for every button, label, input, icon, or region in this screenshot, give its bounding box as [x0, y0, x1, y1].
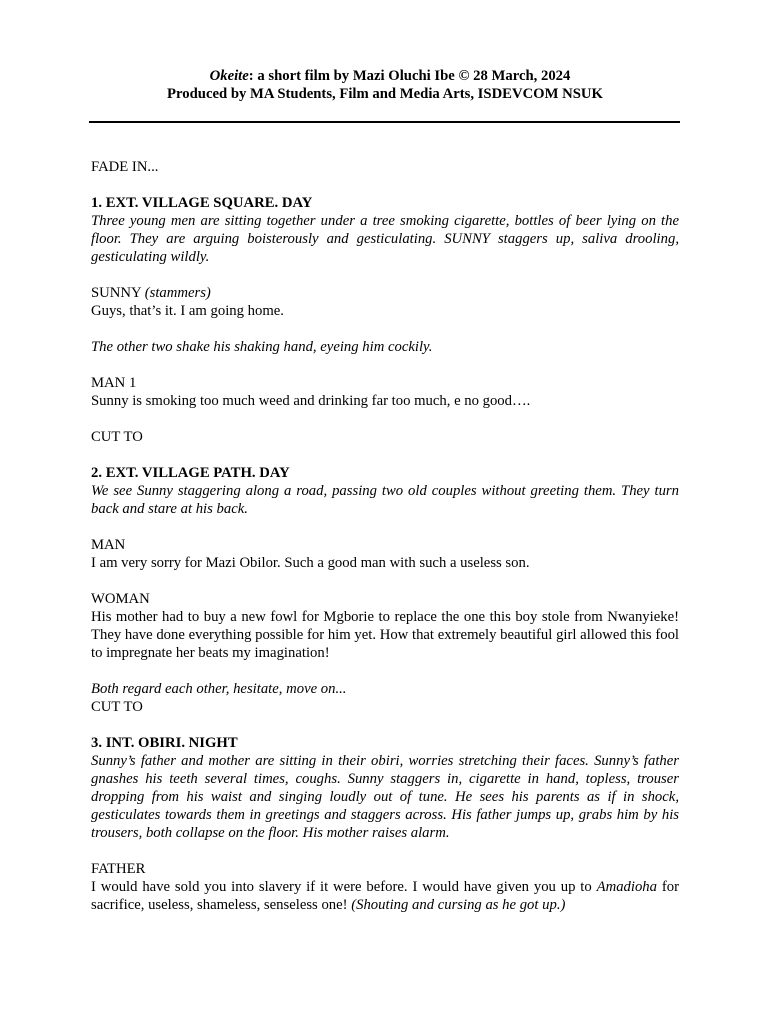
- transition: CUT TO: [91, 429, 143, 445]
- dialogue-text: I would have sold you into slavery if it were before. I would have given you up to: [91, 879, 597, 895]
- document-header: [87, 0, 683, 103]
- dialogue: Guys, that’s it. I am going home.: [91, 303, 284, 319]
- action-line: The other two shake his shaking hand, eyeing him cockily.: [91, 339, 433, 355]
- dialogue: His mother had to buy a new fowl for Mgborie to replace the one this boy stole from Nwanyieke! They have done everything possible for him yet. How that extremely beautiful girl allowed this fool to impregnate her beats my imagination!: [91, 609, 679, 661]
- producer-line: Produced by MA Students, Film and Media Arts, ISDEVCOM NSUK: [167, 86, 603, 102]
- scene-action-3: Sunny’s father and mother are sitting in their obiri, worries stretching their faces. Sunny’s father gnashes his teeth several times, coughs. Sunny staggers in, cigarette in hand, topless, trouser dropping from his waist and singing loudly out of tune. He sees his parents as if in shock, gesticulates towards them in greetings and staggers across. His father jumps up, grabs him by his trousers, both collapse on the floor. His mother raises alarm.: [91, 753, 679, 841]
- character-name: WOMAN: [91, 591, 150, 607]
- scene-heading-2: 2. EXT. VILLAGE PATH. DAY: [91, 465, 290, 481]
- scene-action-1: Three young men are sitting together under a tree smoking cigarette, bottles of beer lying on the floor. They are arguing boisterously and gesticulating. SUNNY staggers up, saliva drooling, gesticulating wildly.: [91, 213, 679, 265]
- character-name: MAN 1: [91, 375, 137, 391]
- character-name: MAN: [91, 537, 126, 553]
- script-body: [91, 158, 679, 914]
- character-name: FATHER: [91, 861, 146, 877]
- title-credit: : a short film by Mazi Oluchi Ibe © 28 March, 2024: [248, 68, 571, 84]
- scene-heading-1: 1. EXT. VILLAGE SQUARE. DAY: [91, 195, 313, 211]
- dialogue: I am very sorry for Mazi Obilor. Such a good man with such a useless son.: [91, 555, 530, 571]
- scene-action-2: We see Sunny staggering along a road, passing two old couples without greeting them. They turn back and stare at his back.: [91, 483, 679, 517]
- deity-name: Amadioha: [596, 879, 657, 895]
- parenthetical: (stammers): [144, 285, 211, 301]
- dialogue-text: for sacrifice, useless, shameless, senseless one!: [91, 879, 679, 913]
- parenthetical: (Shouting and cursing as he got up.): [351, 897, 566, 913]
- character-name: SUNNY: [91, 285, 142, 301]
- title-line: [97, 67, 683, 85]
- action-line: Both regard each other, hesitate, move on...: [91, 681, 347, 697]
- header-divider: [89, 121, 680, 123]
- dialogue: Sunny is smoking too much weed and drinking far too much, e no good….: [91, 393, 531, 409]
- character-cue: [91, 284, 679, 302]
- transition: CUT TO: [91, 699, 143, 715]
- dialogue: [91, 878, 679, 914]
- scene-heading-3: 3. INT. OBIRI. NIGHT: [91, 735, 238, 751]
- fade-in: FADE IN...: [91, 159, 159, 175]
- film-title: Okeite: [209, 68, 249, 84]
